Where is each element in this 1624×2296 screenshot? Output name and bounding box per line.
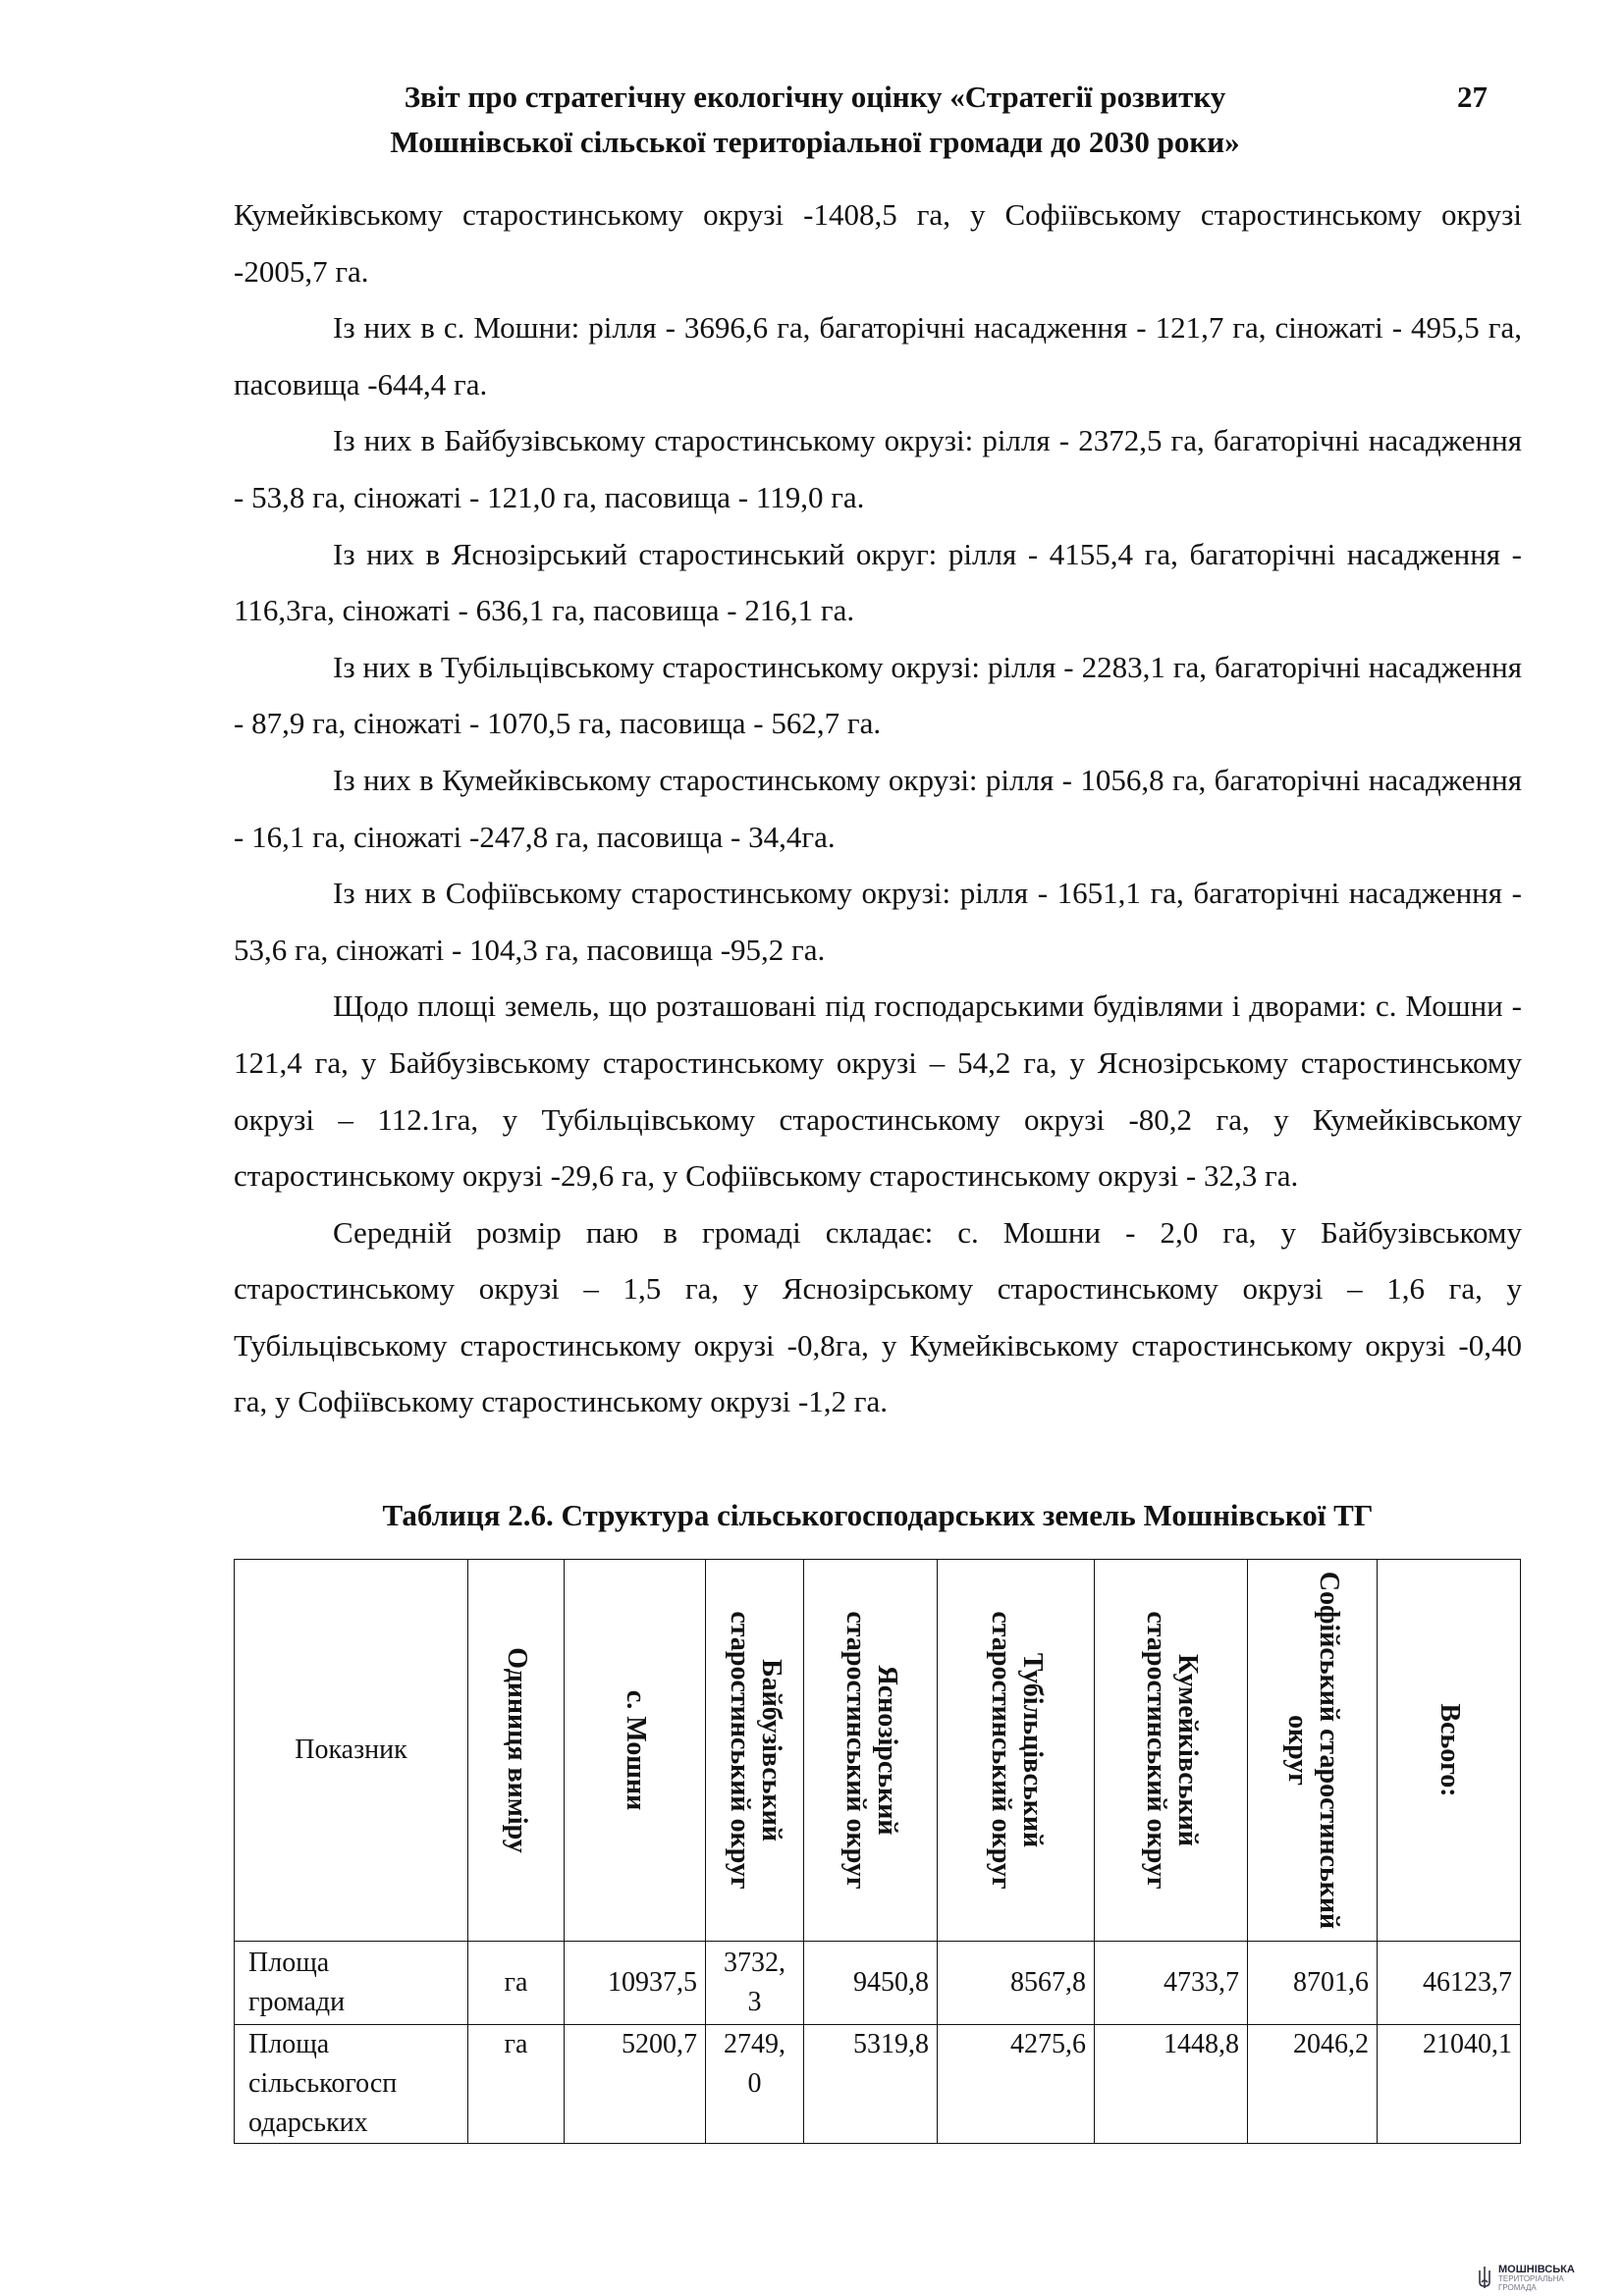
column-header-total [1378,1560,1521,1942]
table-caption: Таблиця 2.6. Структура сільськогосподарських земель Мошнівської ТГ [382,1498,1374,1532]
page-number: 27 [1457,80,1488,114]
column-header-tubiltsivskyi [938,1560,1095,1942]
value-cell: 5319,8 [804,2025,938,2144]
value-cell: 21040,1 [1378,2025,1521,2144]
value-cell: 5200,7 [565,2025,706,2144]
row-label: Площа громади [235,1942,468,2025]
paragraph: Із них в Кумейківському старостинському окрузі: рілля - 1056,8 га, багаторічні насадження - 16,1 га, сіножаті -247,8 га, пасовища - 34,4га. [234,762,1522,854]
trident-emblem-icon [1477,2265,1492,2292]
column-header-label: Байбузівський старостинський округ [724,1611,786,1890]
body-text [234,187,1522,1430]
unit-cell: га [468,2025,565,2144]
value-cell: 2749, 0 [706,2025,804,2144]
value-cell: 8701,6 [1248,1942,1378,2025]
paragraph: Із них в Байбузівському старостинському окрузі: рілля - 2372,5 га, багаторічні насадження - 53,8 га, сіножаті - 121,0 га, пасовища - 119,0 га. [234,423,1522,514]
column-header-label: Кумейківський старостинський округ [1140,1611,1203,1890]
value-cell: 9450,8 [804,1942,938,2025]
column-header-label: Одиниця виміру [501,1647,532,1853]
value-cell: 1448,8 [1095,2025,1248,2144]
column-header-label: Софійський старостинський округ [1281,1571,1344,1930]
column-header-label: с. Мошни [620,1689,651,1811]
column-header-sofiiskyi [1248,1560,1378,1942]
value-cell: 10937,5 [565,1942,706,2025]
column-header-label: Всього: [1434,1703,1465,1797]
column-header-label: Тубільцівський старостинський округ [985,1611,1048,1890]
logo-line-3: ГРОМАДА [1498,2283,1537,2292]
paragraph: Кумейківському старостинському окрузі -1408,5 га, у Софіївському старостинському окрузі -2005,7 га. [234,197,1522,289]
value-cell: 4733,7 [1095,1942,1248,2025]
paragraph: Із них в Яснозірський старостинський округ: рілля - 4155,4 га, багаторічні насадження - 116,3га, сіножаті - 636,1 га, пасовища - 216,1 га. [234,536,1522,628]
value-cell: 4275,6 [938,2025,1095,2144]
row-label: Площа сільськогосп одарських [235,2025,468,2144]
column-header-yasnozirskyi [804,1560,938,1942]
column-header-kumeikivskyi [1095,1560,1248,1942]
value-cell: 8567,8 [938,1942,1095,2025]
column-header-moshny [565,1560,706,1942]
table-row [235,2025,1521,2144]
paragraph: Щодо площі земель, що розташовані під господарськими будівлями і дворами: с. Мошни - 121,4 га, у Байбузівському старостинському окрузі – 54,2 га, у Яснозірському старостинському окрузі – 112.1га, у Тубільцівському старостинському окрузі -80,2 га, у Кумейківському старостинському окрузі -29,6 га, у Софіївському старостинському окрузі - 32,3 га. [234,988,1522,1194]
unit-cell: га [468,1942,565,2025]
column-header-label: Показник [295,1735,407,1765]
value-cell: 46123,7 [1378,1942,1521,2025]
column-header-unit [468,1560,565,1942]
column-header-baibuzivskyi [706,1560,804,1942]
document-header [324,75,1306,165]
table-row [235,1942,1521,2025]
logo-line-2: ТЕРИТОРІАЛЬНА [1498,2274,1564,2283]
agricultural-land-table [234,1559,1521,2144]
column-header-indicator [235,1560,468,1942]
header-title-line-1: Звіт про стратегічну екологічну оцінку «Стратегії розвитку [404,80,1226,114]
paragraph: Із них в Тубільцівському старостинському окрузі: рілля - 2283,1 га, багаторічні насадження - 87,9 га, сіножаті - 1070,5 га, пасовища - 562,7 га. [234,649,1522,741]
header-title-line-2: Мошнівської сільської територіальної громади до 2030 роки» [390,125,1240,159]
column-header-label: Яснозірський старостинський округ [839,1611,902,1890]
community-logo [1477,2264,1575,2292]
logo-text [1498,2264,1575,2292]
paragraph: Із них в Софіївському старостинському окрузі: рілля - 1651,1 га, багаторічні насадження - 53,6 га, сіножаті - 104,3 га, пасовища -95,2 га. [234,876,1522,967]
table-header-row [235,1560,1521,1942]
value-cell: 2046,2 [1248,2025,1378,2144]
value-cell: 3732, 3 [706,1942,804,2025]
paragraph: Із них в с. Мошни: рілля - 3696,6 га, багаторічні насадження - 121,7 га, сіножаті - 495,5 га, пасовища -644,4 га. [234,310,1522,401]
logo-line-1: МОШНІВСЬКА [1498,2264,1575,2275]
paragraph: Середній розмір паю в громаді складає: с. Мошни - 2,0 га, у Байбузівському старостинському окрузі – 1,5 га, у Яснозірському старостинському окрузі – 1,6 га, у Тубільцівському старостинському окрузі -0,8га, у Кумейківському старостинському окрузі -0,40 га, у Софіївському старостинському окрузі -1,2 га. [234,1214,1522,1419]
